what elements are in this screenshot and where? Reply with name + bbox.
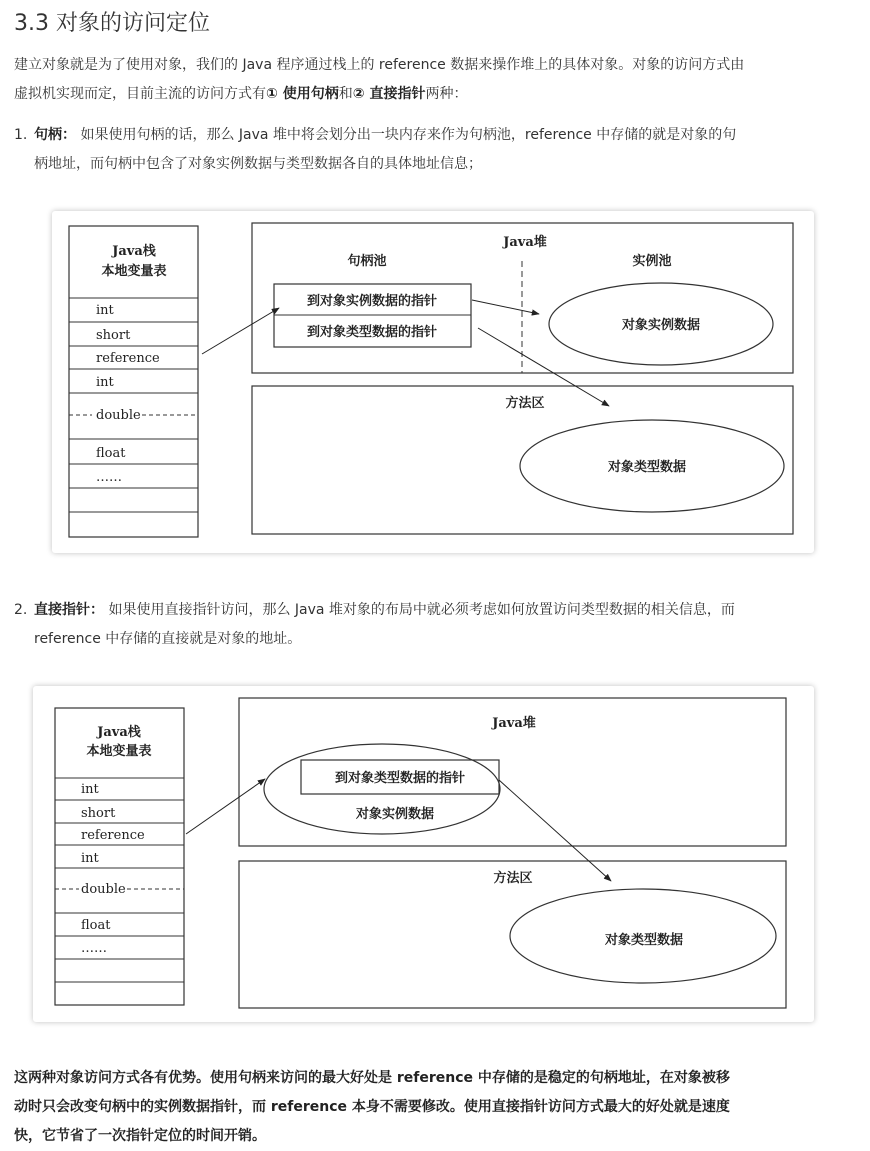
stack-title: Java栈 (112, 244, 156, 259)
direct-pointer-line-1: 如果使用直接指针访问，那么 Java 堆对象的布局中就必须考虑如何放置访问类型数据的相关信息，而 (108, 602, 735, 618)
slot-int: int (81, 782, 99, 797)
handle-line-2: 柄地址，而句柄中包含了对象实例数据与类型数据各自的具体地址信息； (34, 156, 482, 172)
local-variable-table-title: 本地变量表 (101, 264, 167, 279)
slot-reference: reference (81, 828, 145, 843)
reference-to-object-arrow (186, 779, 265, 834)
slot-ellipsis: …… (96, 470, 122, 485)
handle-label: 句柄： (34, 127, 76, 143)
slot-float: float (96, 446, 126, 461)
slot-int: int (96, 375, 114, 390)
option-handle: ① 使用句柄 (266, 86, 339, 102)
handle-box (274, 284, 471, 347)
slot-reference: reference (96, 351, 160, 366)
java-heap-label: Java堆 (503, 235, 547, 250)
list-item-handle (14, 121, 844, 179)
handle-access-diagram (52, 211, 814, 553)
conclusion-line-2: 动时只会改变句柄中的实例数据指针，而 reference 本身不需要修改。使用直接指针访问方式最大的好处就是速度 (14, 1099, 730, 1115)
java-heap (239, 698, 786, 846)
handle-pool-label: 句柄池 (347, 254, 387, 269)
intro-line-2 (14, 80, 844, 109)
stack-frame (69, 226, 198, 537)
intro-and: 和 (338, 86, 353, 102)
slot-double: double (81, 882, 126, 897)
instance-data-label: 对象实例数据 (355, 807, 435, 822)
pointer-to-type-data: 到对象类型数据的指针 (306, 325, 438, 340)
slot-float: float (81, 918, 111, 933)
instance-pool-label: 实例池 (632, 254, 672, 269)
intro-line-2-post: 两种： (425, 86, 468, 102)
direct-pointer-diagram (33, 686, 814, 1022)
stack-title: Java栈 (97, 725, 141, 740)
method-area (252, 386, 793, 534)
type-pointer-arrow (499, 780, 611, 881)
conclusion-line-1: 这两种对象访问方式各有优势。使用句柄来访问的最大好处是 reference 中存储的是稳定的句柄地址，在对象被移 (14, 1070, 730, 1086)
intro-line-2-pre: 虚拟机实现而定，目前主流的访问方式有 (14, 86, 266, 102)
method-area-label: 方法区 (493, 871, 533, 886)
local-variable-table-title: 本地变量表 (86, 744, 152, 759)
stack-frame (55, 708, 184, 1005)
type-data-label: 对象类型数据 (604, 933, 684, 948)
list-item-direct-pointer (14, 596, 844, 654)
handle-line-1: 如果使用句柄的话，那么 Java 堆中将会划分出一块内存来作为句柄池，reference 中存储的就是对象的句 (80, 127, 737, 143)
list-number-1: 1. (14, 127, 28, 143)
slot-short: short (81, 806, 116, 821)
slot-double: double (96, 408, 141, 423)
reference-to-handle-arrow (202, 308, 279, 354)
conclusion-line-3: 快，它节省了一次指针定位的时间开销。 (14, 1128, 266, 1144)
method-area-label: 方法区 (505, 396, 545, 411)
section-title: 3.3 对象的访问定位 (14, 11, 210, 36)
pointer-to-instance-data: 到对象实例数据的指针 (306, 294, 438, 309)
intro-line-1: 建立对象就是为了使用对象，我们的 Java 程序通过栈上的 reference 数据来操作堆上的具体对象。对象的访问方式由 (14, 57, 745, 73)
slot-int: int (81, 851, 99, 866)
direct-pointer-line-2: reference 中存储的直接就是对象的地址。 (34, 631, 302, 647)
java-heap (252, 223, 793, 373)
method-area (239, 861, 786, 1008)
type-data-label: 对象类型数据 (607, 460, 687, 475)
direct-pointer-label: 直接指针： (34, 602, 104, 618)
instance-data-label: 对象实例数据 (621, 318, 701, 333)
pointer-to-type-data: 到对象类型数据的指针 (334, 771, 466, 786)
intro-paragraph (14, 51, 844, 109)
slot-short: short (96, 328, 131, 343)
instance-pointer-arrow (472, 300, 539, 314)
slot-ellipsis: …… (81, 941, 107, 956)
option-direct-pointer: ② 直接指针 (352, 86, 426, 102)
type-pointer-arrow (478, 328, 609, 406)
conclusion-paragraph (14, 1064, 844, 1151)
slot-int: int (96, 303, 114, 318)
java-heap-label: Java堆 (492, 716, 536, 731)
list-number-2: 2. (14, 602, 28, 618)
